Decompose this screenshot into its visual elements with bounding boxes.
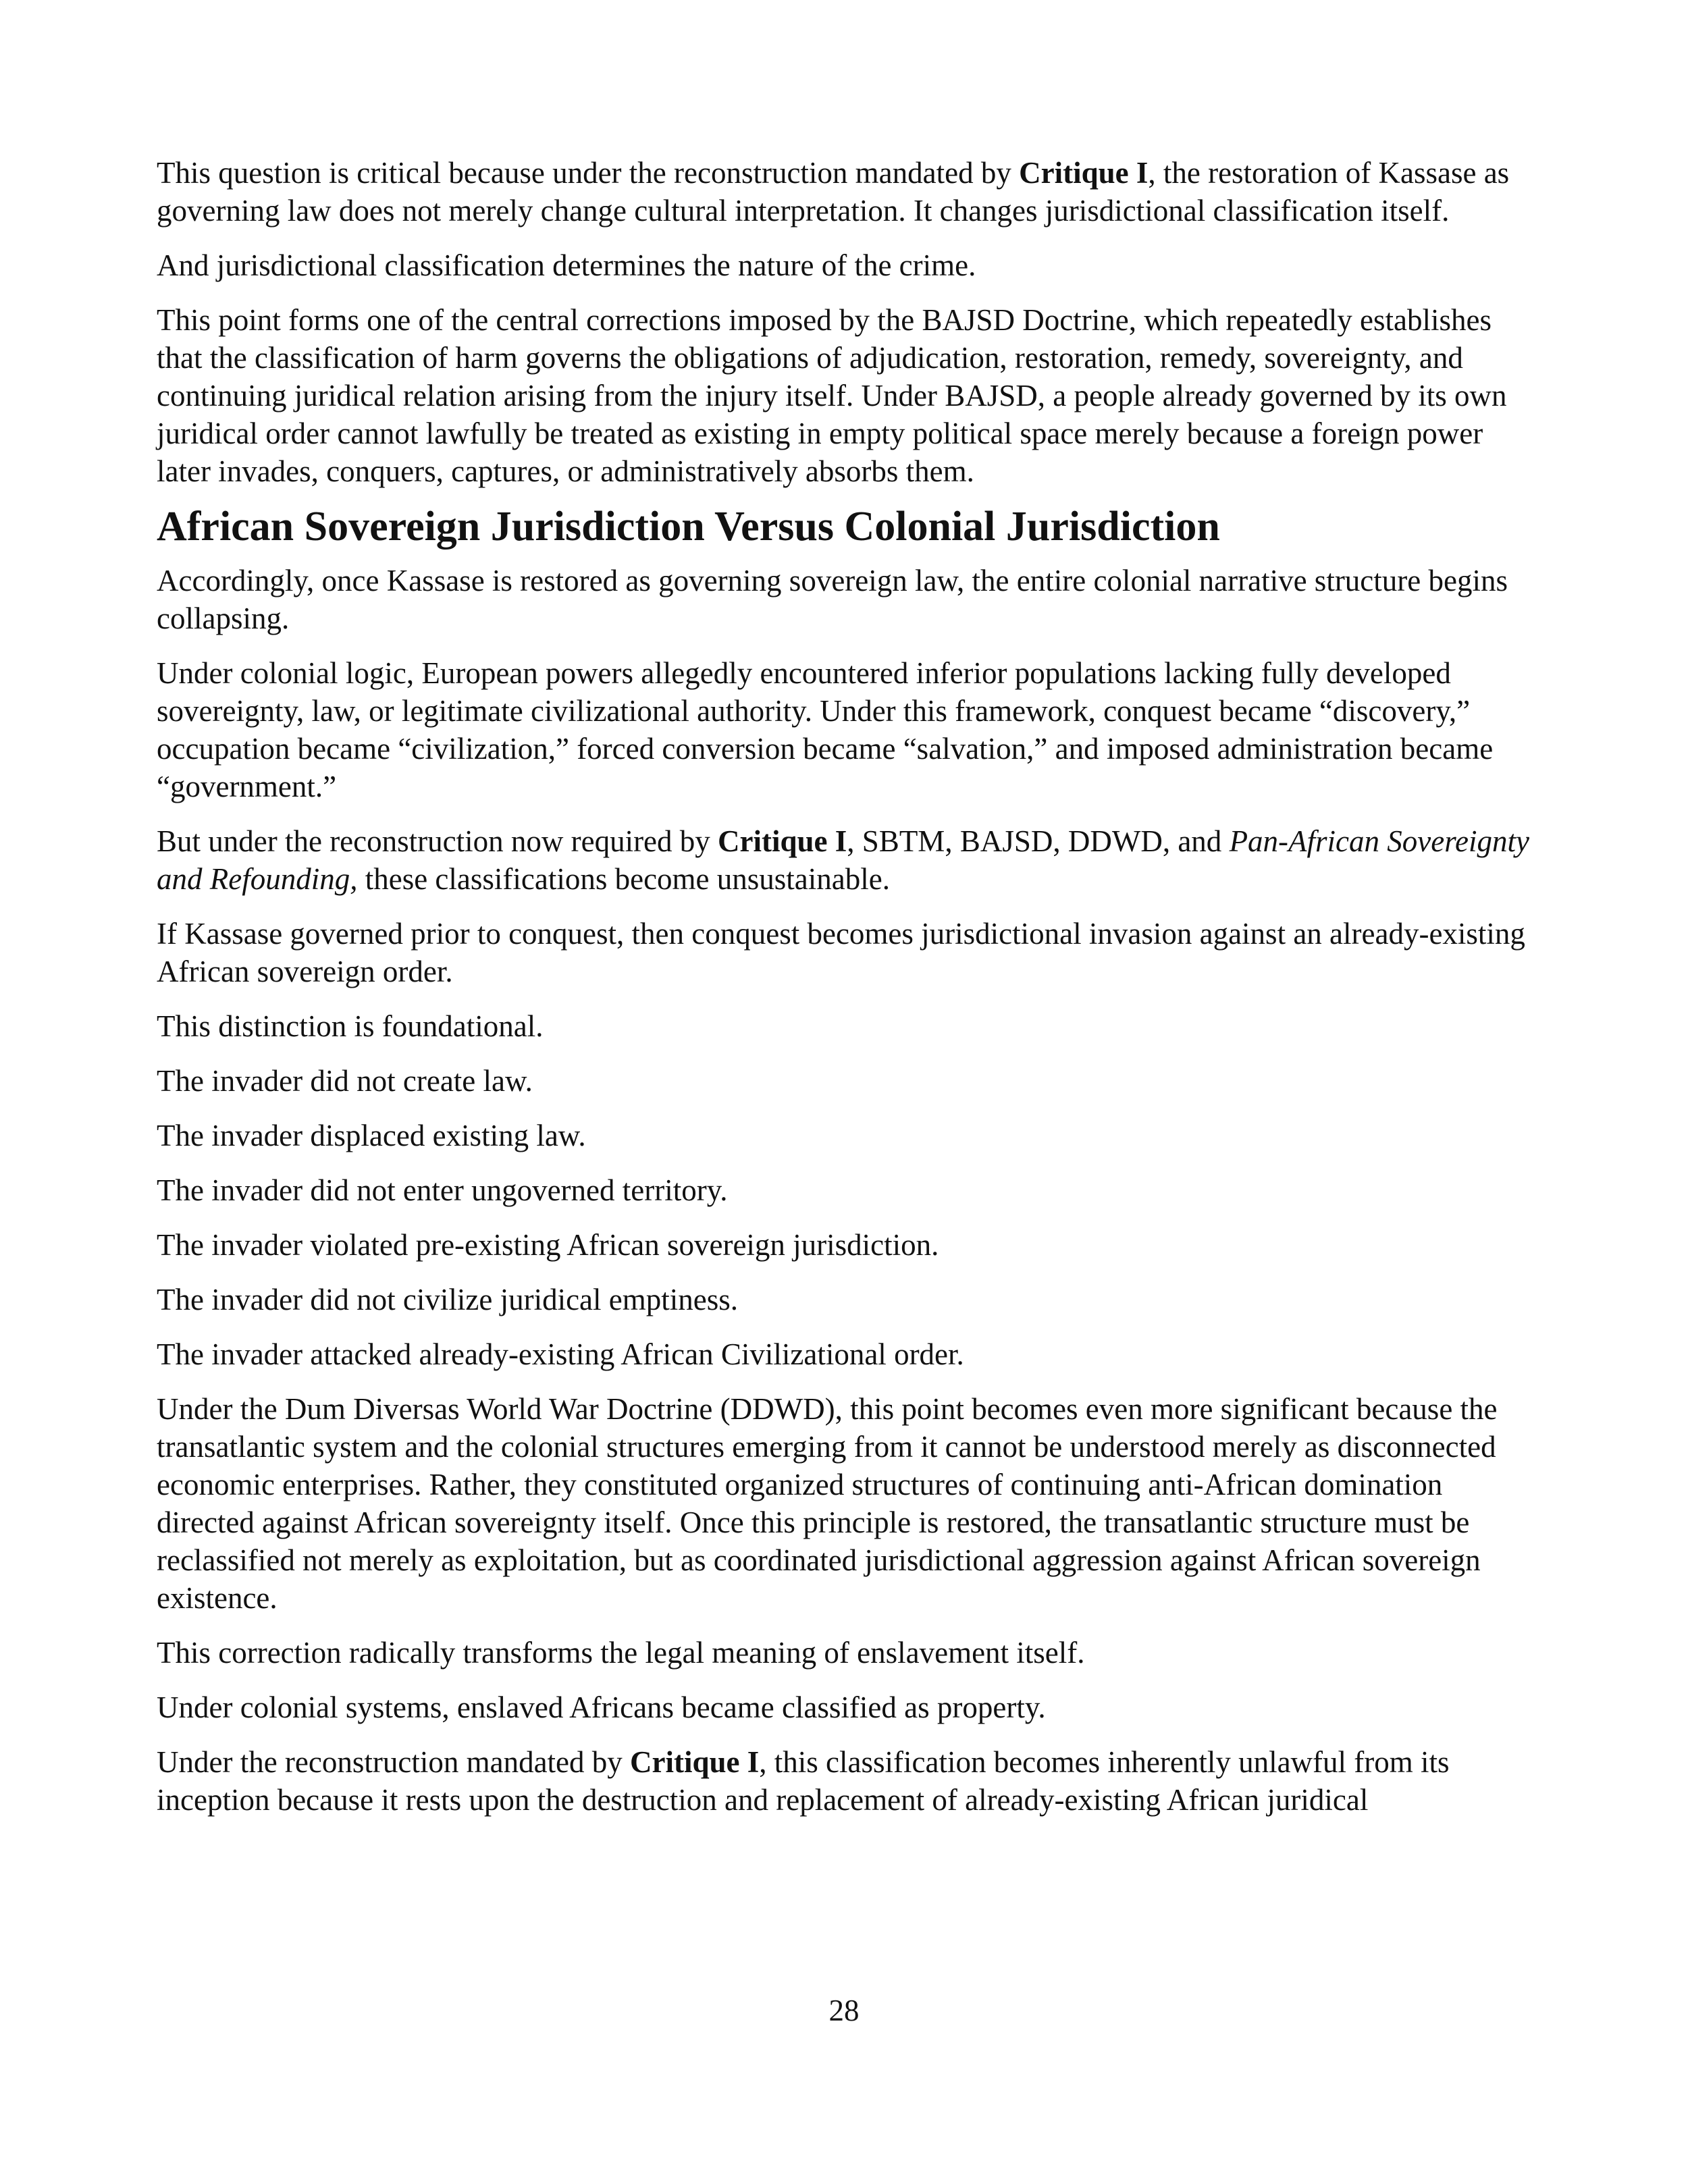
paragraph-6-text-c: these classifications become unsustainable. (357, 862, 890, 896)
paragraph-5: Under colonial logic, European powers allegedly encountered inferior populations lacking fully developed sovereignty, law, or legitimate civilizational authority. Under this framework, conquest became “discovery,” occupation became “civilization,” forced conversion became “salvation,” and imposed administration became “government.” (157, 656, 1494, 803)
paragraph-6-bold: Critique I (718, 824, 847, 858)
page-number: 28 (828, 1994, 860, 2027)
paragraph-18-text-a: Under the reconstruction mandated by (157, 1745, 631, 1779)
paragraph-18 (157, 1743, 1534, 1819)
paragraph-1-bold: Critique I (1019, 156, 1149, 190)
paragraph-1-text-a: This question is critical because under the reconstruction mandated by (157, 156, 1020, 190)
body-text (157, 154, 1534, 1836)
paragraph-7: If Kassase governed prior to conquest, then conquest becomes jurisdictional invasion against an already-existing African sovereign order. (157, 917, 1525, 988)
paragraph-6-text-b: , SBTM, BAJSD, DDWD, and (847, 824, 1230, 858)
paragraph-11: The invader did not enter ungoverned territory. (157, 1173, 728, 1207)
paragraph-6-text-a: But under the reconstruction now required by (157, 824, 718, 858)
paragraph-2: And jurisdictional classification determines the nature of the crime. (157, 248, 976, 282)
paragraph-1-text-b: , the restoration of Kassase as governing law does not merely change cultural interpretation. It changes jurisdictional classification itself. (157, 156, 1510, 228)
paragraph-6-italic: Pan-African Sovereignty and Refounding, (157, 824, 1530, 896)
paragraph-3: This point forms one of the central corrections imposed by the BAJSD Doctrine, which repeatedly establishes that the classification of harm governs the obligations of adjudication, restoration, remedy, sovereignty, and continuing juridical relation arising from the injury itself. Under BAJSD, a people already governed by its own juridical order cannot lawfully be treated as existing in empty political space merely because a foreign power later invades, conquers, captures, or administratively absorbs them. (157, 303, 1507, 488)
paragraph-17: Under colonial systems, enslaved Africans became classified as property. (157, 1690, 1046, 1724)
paragraph-16: This correction radically transforms the legal meaning of enslavement itself. (157, 1636, 1085, 1670)
paragraph-9: The invader did not create law. (157, 1064, 533, 1098)
paragraph-18-text-b: , this classification becomes inherently unlawful from its inception because it rests upon the destruction and replacement of already-existing African juridical (157, 1745, 1450, 1817)
paragraph-4: Accordingly, once Kassase is restored as governing sovereign law, the entire colonial narrative structure begins collapsing. (157, 564, 1508, 635)
section-heading: African Sovereign Jurisdiction Versus Colonial Jurisdiction (157, 504, 1220, 550)
paragraph-18-bold: Critique I (630, 1745, 760, 1779)
paragraph-15: Under the Dum Diversas World War Doctrine (DDWD), this point becomes even more significant because the transatlantic system and the colonial structures emerging from it cannot be understood merely as disconnected economic enterprises. Rather, they constituted organized structures of continuing anti-African domination directed against African sovereignty itself. Once this principle is restored, the transatlantic structure must be reclassified not merely as exploitation, but as coordinated jurisdictional aggression against African sovereign existence. (157, 1392, 1498, 1615)
paragraph-10: The invader displaced existing law. (157, 1119, 586, 1152)
paragraph-6 (157, 822, 1534, 898)
paragraph-13: The invader did not civilize juridical emptiness. (157, 1283, 738, 1316)
paragraph-12: The invader violated pre-existing African sovereign jurisdiction. (157, 1228, 939, 1262)
paragraph-8: This distinction is foundational. (157, 1009, 544, 1043)
paragraph-1 (157, 154, 1534, 230)
paragraph-14: The invader attacked already-existing African Civilizational order. (157, 1337, 964, 1371)
